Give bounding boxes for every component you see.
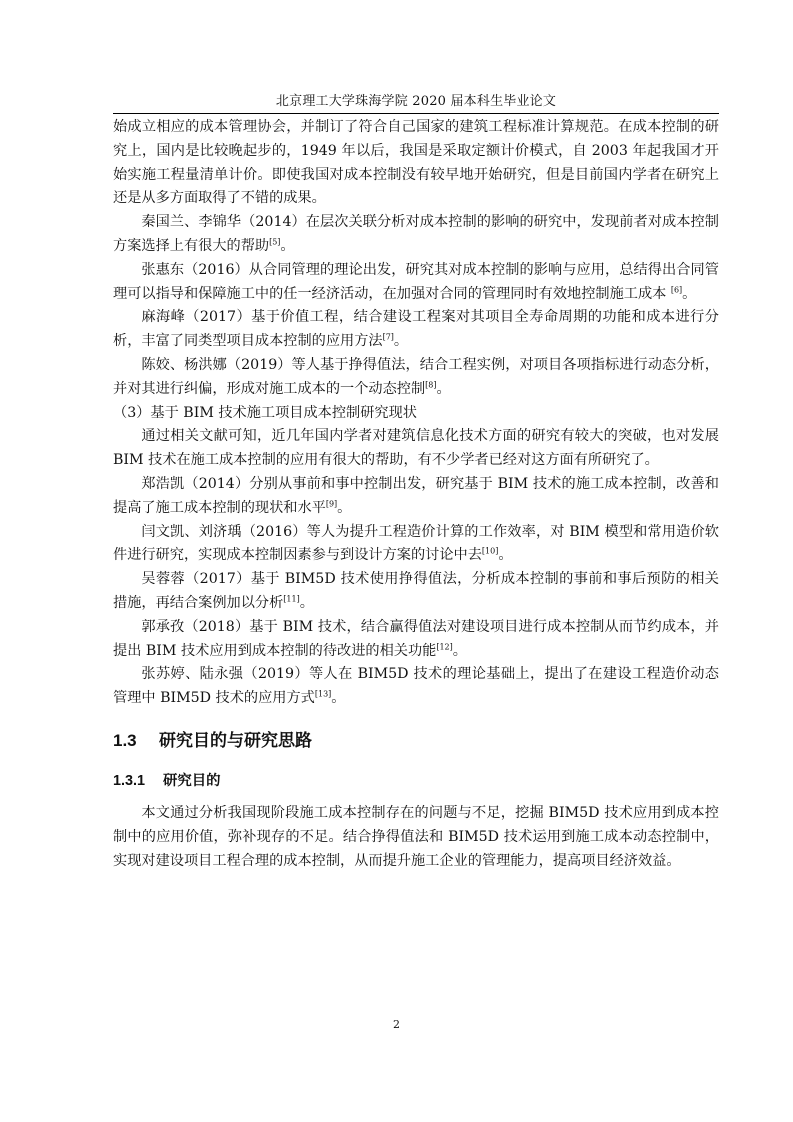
citation-ref: [8] [425,380,437,390]
section-heading-1-3 [113,722,719,760]
section-title: 研究目的与研究思路 [159,730,312,751]
citation-ref: [5] [269,237,281,247]
paragraph-end: 。 [331,690,346,707]
citation-ref: [9] [325,499,338,509]
section-number: 1.3.1 [113,772,146,789]
citation-ref: [12] [436,641,453,651]
section-title: 研究目的 [163,771,221,789]
paragraph-guo [113,616,719,664]
paragraph-end: 。 [452,642,467,659]
paragraph-intro-bim: 通过相关文献可知，近几年国内学者对建筑信息化技术方面的研究有较大的突破，也对发展 BIM 技术在施工成本控制的应用有很大的帮助，有不少学者已经对这方面有所研究了。 [113,428,719,469]
paragraph-zhang [113,259,719,307]
citation-ref: [10] [481,546,499,556]
paragraph-text: 郑浩凯（2014）分别从事前和事中控制出发，研究基于 BIM 技术的施工成本控制，改善和提高了施工成本控制的现状和水平 [113,475,719,516]
citation-ref: [13] [314,689,332,699]
paragraph-text: 秦国兰、李锦华（2014）在层次关联分析对成本控制的影响的研究中，发现前者对成本控制方案选择上有很大的帮助 [113,214,719,254]
paragraph-ma [113,306,719,354]
paragraph-end: 。 [682,285,697,302]
document-body [113,116,719,873]
paragraph-yan [113,521,719,569]
paragraph-chen [113,354,719,402]
paragraph-text: 张惠东（2016）从合同管理的理论出发，研究其对成本控制的影响与应用，总结得出合同管理可以指导和保障施工中的任一经济活动，在加强对合同的管理同时有效地控制施工成本 [113,261,719,302]
paragraph-end: 。 [436,380,451,397]
page-number: 2 [393,1018,400,1031]
paragraph-text: 麻海峰（2017）基于价值工程，结合建设工程案对其项目全寿命周期的功能和成本进行分析，丰富了同类型项目成本控制的应用方法 [113,309,719,350]
paragraph-text: 陈姣、杨洪娜（2019）等人基于挣得值法，结合工程实例，对项目各项指标进行动态分析，并对其进行纠偏，形成对施工成本的一个动态控制 [113,356,719,397]
running-header: 北京理工大学珠海学院 2020 届本科生毕业论文 [275,94,557,109]
section-number: 1.3 [113,730,137,750]
paragraph-qin [113,211,719,259]
paragraph-end: 。 [337,499,352,516]
paragraph-zheng [113,473,719,521]
citation-ref: [6] [670,284,683,294]
citation-ref: [7] [382,332,394,342]
paragraph-end: 。 [280,237,295,254]
paragraph-zhang-lu [113,663,719,711]
paragraph-text: 吴蓉蓉（2017）基于 BIM5D 技术使用挣得值法，分析成本控制的事前和事后预防的相关措施，再结合案例加以分析 [113,571,719,611]
paragraph-wu [113,568,719,616]
paragraph-purpose: 本文通过分析我国现阶段施工成本控制存在的问题与不足，挖掘 BIM5D 技术应用到成本控制中的应用价值，弥补现存的不足。结合挣得值法和 BIM5D 技术运用到施工成本动态控制中，实现对建设项目工程合理的成本控制，从而提升施工企业的管理能力，提高项目经济效益。 [113,804,719,869]
paragraph-continued: 始成立相应的成本管理协会，并制订了符合自己国家的建筑工程标准计算规范。在成本控制的研究上，国内是比较晚起步的，1949 年以后，我国是采取定额计价模式，自 2003 年起我国才开始实施工程量清单计价。即使我国对成本控制没有较早地开始研究，但是目前国内学者在研究上还是从多方面取得了不错的成果。 [113,119,719,207]
paragraph-text: 闫文凯、刘济瑀（2016）等人为提升工程造价计算的工作效率，对 BIM 模型和常用造价软件进行研究，实现成本控制因素参与到设计方案的讨论中去 [113,523,719,564]
citation-ref: [11] [283,594,300,604]
header-rule [113,113,719,114]
paragraph-text: 张苏婷、陆永强（2019）等人在 BIM5D 技术的理论基础上，提出了在建设工程造价动态管理中 BIM5D 技术的应用方式 [113,666,719,707]
paragraph-end: 。 [299,594,314,611]
section-heading-1-3-1 [113,760,719,802]
paragraph-end: 。 [393,333,409,350]
paragraph-text: 郭承孜（2018）基于 BIM 技术，结合赢得值法对建设项目进行成本控制从而节约成本，并提出 BIM 技术应用到成本控制的待改进的相关功能 [113,618,719,659]
list-item-3: （3）基于 BIM 技术施工项目成本控制研究现状 [113,404,417,421]
paragraph-end: 。 [498,547,513,564]
